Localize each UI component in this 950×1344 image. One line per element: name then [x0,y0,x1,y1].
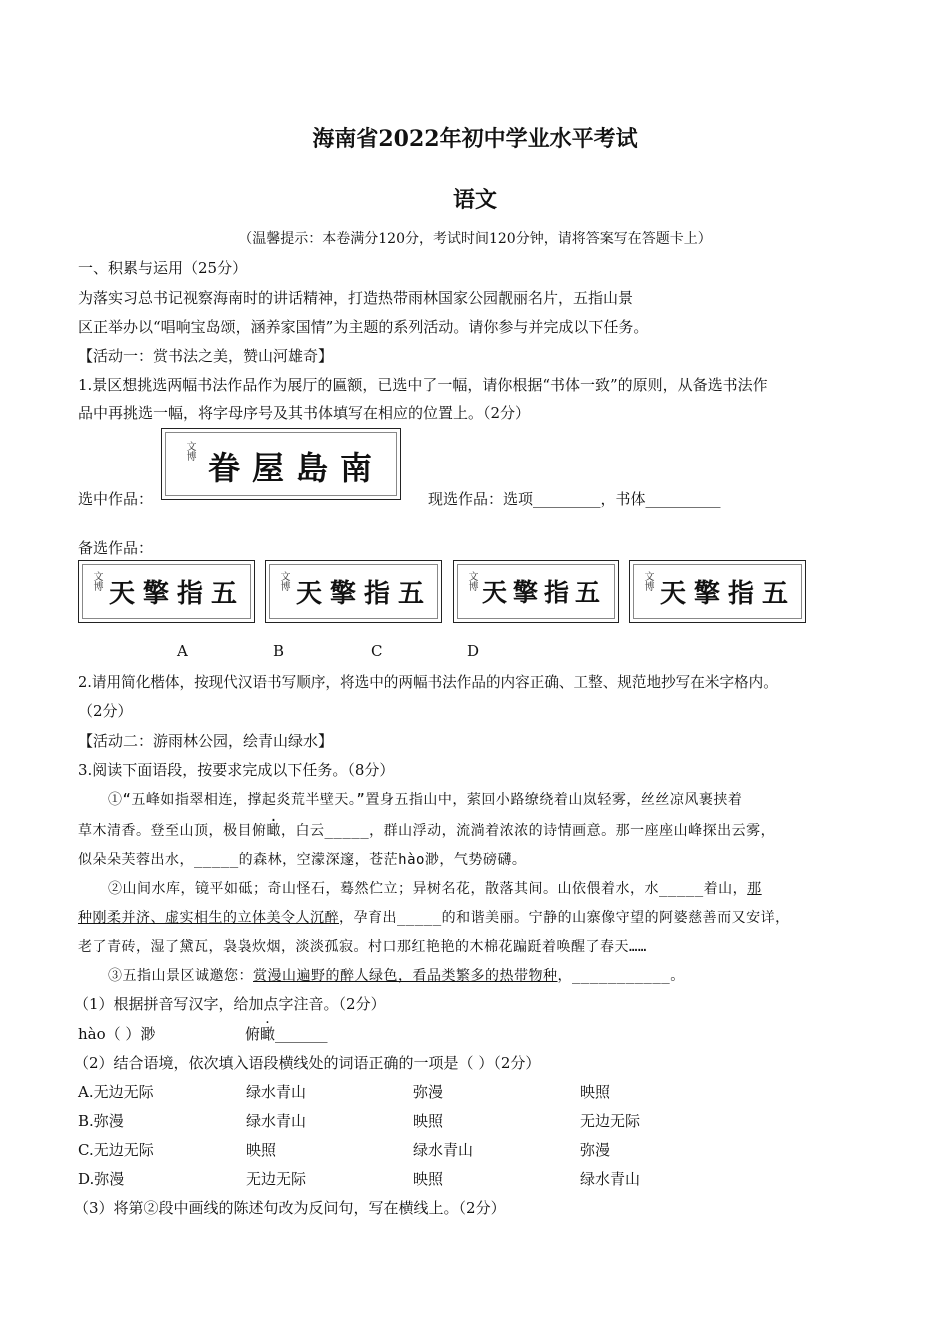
activity-1-heading: 【活动一：赏书法之美，赞山河雄奇】 [78,347,334,365]
annotation-blank [245,1023,328,1044]
activity-2-heading: 【活动二：游雨林公园，绘青山绿水】 [78,732,334,750]
text-span: 俯 [245,1025,261,1043]
option-letter-c: C [371,642,383,660]
dotted-char: 瞰 [266,823,281,839]
passage-2-line-1 [108,878,762,898]
text-span: 草木清香。登至山顶，极目俯 [78,823,267,839]
option-a-col4: 映照 [580,1083,611,1101]
option-c-col2: 映照 [246,1141,277,1159]
underlined-text: 那 [747,881,762,897]
sub-question-2: （2）结合语境，依次填入语段横线处的词语正确的一项是（ ）（2分） [74,1054,541,1072]
section-heading: 一、积累与运用（25分） [78,259,248,277]
dotted-char: 瞰 [260,1025,276,1043]
alt-calligraphy-a[interactable] [78,560,255,623]
text-span: ③五指山景区诚邀您： [108,968,253,984]
exam-title: 海南省2022年初中学业水平考试 [312,126,638,152]
passage-1-line-1: ①“五峰如指翠相连，撑起炎荒半壁天。”置身五指山中，萦回小路缭绕着山岚轻雾，丝丝凉风裹挟着 [108,792,743,808]
selected-calligraphy [161,428,401,500]
passage-2-line-2 [78,907,790,927]
q1-line-2: 品中再挑选一幅，将字母序号及其书体填写在相应的位置上。（2分） [78,404,531,422]
calligraphy-text: 五指擎天 [109,579,246,609]
alt-calligraphy-b[interactable] [265,560,442,623]
q1-line-1: 1.景区想挑选两幅书法作品作为展厅的匾额，已选中了一幅，请你根据“书体一致”的原则，从备选书法作 [78,376,768,394]
seal-mark: 文博 [642,571,653,591]
pinyin-blank[interactable]: hào（ ）渺 [78,1025,156,1043]
answer-blank[interactable]: _______ [275,1025,328,1043]
alt-calligraphy-c[interactable] [453,560,619,623]
answer-blank: ，___________。 [557,968,685,984]
option-b-col3: 映照 [413,1112,444,1130]
seal-mark: 文博 [91,571,102,591]
seal-mark: 文博 [184,441,195,461]
option-c-col1[interactable]: C.无边无际 [78,1141,154,1159]
calligraphy-text: 五指擎天 [660,579,797,609]
option-letter-b: B [273,642,285,660]
calligraphy-text: 五指擎天 [296,579,433,609]
alt-calligraphy-d[interactable] [629,560,806,623]
subject-title: 语文 [452,187,497,213]
answer-blank-selection[interactable]: 现选作品：选项_________，书体__________ [428,490,721,508]
passage-1-line-3: 似朵朵芙蓉出水，_____的森林，空濛深邃，苍茫hào渺，气势磅礴。 [78,852,527,868]
text-span: ，孕育出_____的和谐美丽。宁静的山寨像守望的阿婆慈善而又安详， [339,910,790,926]
option-a-col3: 弥漫 [413,1083,444,1101]
calligraphy-text: 五指擎天 [482,578,607,607]
seal-mark: 文博 [278,571,289,591]
q2-line-1: 2.请用简化楷体，按现代汉语书写顺序，将选中的两幅书法作品的内容正确、工整、规范地抄写在米字格内。 [78,674,778,691]
calligraphy-text: 眷屋島南 [208,449,385,487]
option-d-col4: 绿水青山 [580,1170,641,1188]
option-b-col4: 无边无际 [580,1112,641,1130]
option-a-col2: 绿水青山 [246,1083,307,1101]
seal-mark: 文博 [466,571,477,591]
q3-heading: 3.阅读下面语段，按要求完成以下任务。（8分） [78,761,395,779]
underlined-text: 种刚柔并济、虚实相生的立体美令人沉醉 [78,910,339,926]
passage-3-line-1 [108,965,685,985]
q2-line-2: （2分） [78,702,133,720]
option-b-col1[interactable]: B.弥漫 [78,1112,124,1130]
option-letter-d: D [467,642,480,660]
text-span: ，白云_____，群山浮动，流淌着浓浓的诗情画意。那一座座山峰探出云雾， [281,823,776,839]
sub-question-3: （3）将第②段中画线的陈述句改为反问句，写在横线上。（2分） [74,1199,506,1217]
option-d-col2: 无边无际 [246,1170,307,1188]
intro-line-1: 为落实习总书记视察海南时的讲话精神，打造热带雨林国家公园靓丽名片，五指山景 [78,289,634,307]
passage-2-line-3: 老了青砖，湿了黛瓦，袅袅炊烟，淡淡孤寂。村口那红艳艳的木棉花蹁跹着唤醒了春天…… [78,939,647,955]
selected-label: 选中作品： [78,490,154,508]
option-c-col3: 绿水青山 [413,1141,474,1159]
option-a-col1[interactable]: A.无边无际 [78,1083,154,1101]
intro-line-2: 区正举办以“唱响宝岛颂，涵养家国情”为主题的系列活动。请你参与并完成以下任务。 [78,318,649,336]
choice-options [78,1081,798,1197]
option-letter-a: A [177,642,188,660]
option-c-col4: 弥漫 [580,1141,611,1159]
exam-note: （温馨提示：本卷满分120分，考试时间120分钟，请将答案写在答题卡上） [238,231,712,247]
passage-1-line-2 [78,820,775,840]
option-d-col3: 映照 [413,1170,444,1188]
option-d-col1[interactable]: D.弥漫 [78,1170,125,1188]
sub-question-1: （1）根据拼音写汉字，给加点字注音。（2分） [74,995,386,1013]
alt-label: 备选作品： [78,539,154,557]
text-span: ②山间水库，镜平如砥；奇山怪石，蓦然伫立；异树名花，散落其间。山依偎着水，水_____着山， [108,881,748,897]
underlined-text: 赏漫山遍野的醉人绿色，看品类繁多的热带物种 [253,968,558,984]
option-b-col2: 绿水青山 [246,1112,307,1130]
